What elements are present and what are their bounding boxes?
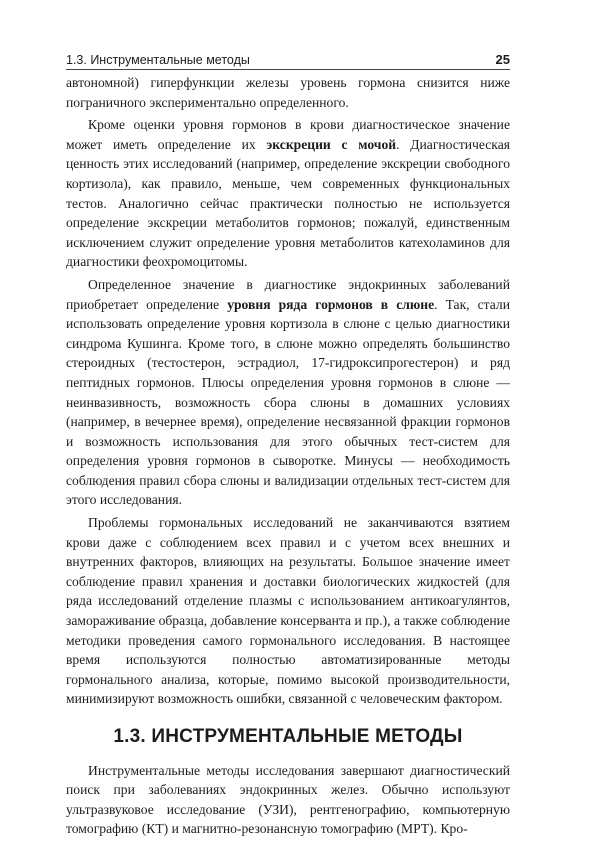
paragraph-urine-excretion [66, 115, 510, 272]
bold-term-saliva-hormones: уровня ряда гормонов в слюне [227, 296, 435, 312]
paragraph-text: Кроме оценки уровня гормонов в крови диагностическое значение может иметь определение их [66, 117, 510, 152]
paragraph-hormone-problems: Проблемы гормональных исследований не заканчиваются взятием крови даже с соблюдением всех правил и с учетом всех внешних и внутренних факторов, влияющих на результаты. Большое значение имеет соблюдение правил хранения и доставки биологических жидкостей (для ряда исследований отделение плазмы с использованием антикоагулянтов, замораживание образца, добавление консерванта и пр.), а также соблюдение методики проведения самого гормонального исследования. В настоящее время используются полностью автоматизированные методы гормонального анализа, которые, помимо высокой производительности, минимизируют возможность ошибки, связанной с человеческим фактором. [66, 515, 510, 707]
paragraph-continued: автономной) гиперфункции железы уровень гормона снизится ниже пограничного экспериментально определенного. [66, 75, 510, 110]
page-number: 25 [495, 52, 510, 67]
page-body [66, 73, 510, 842]
paragraph-text: . Диагностическая ценность этих исследований (например, определение экскреции свободного кортизола), как правило, меньше, чем современных функциональных тестов. Аналогично сейчас практически полностью не используется определение экскреции метаболитов гормонов; пожалуй, единственным исключением служит определение уровня метаболитов катехоламинов для диагностики феохромоцитомы. [66, 136, 510, 270]
running-title: 1.3. Инструментальные методы [66, 53, 250, 67]
paragraph-text: . Так, стали использовать определение уровня кортизола в слюне с целью диагностики синдрома Кушинга. Кроме того, в слюне можно определять большинство стероидных (тестостерон, эстрадиол, 17-гидроксипрогестерон) и ряд пептидных гормонов. Плюсы определения уровня гормонов в слюне — неинвазивность, возможность сбора слюны в домашних условиях (например, в вечернее время), определение несвязанной фракции гормонов и возможность использования для этого обычных тест-систем для определения уровня гормонов в сыворотке. Минусы — необходимость соблюдения правил сбора слюны и валидизации отдельных тест-систем для этого исследования. [66, 296, 510, 508]
bold-term-urine-excretion: экскреции с мочой [266, 136, 397, 152]
paragraph-instrumental-methods: Инструментальные методы исследования завершают диагностический поиск при заболеваниях эндокринных желез. Обычно используют ультразвуковое исследование (УЗИ), рентгенографию, компьютерную томографию (КТ) и магнитно-резонансную томографию (МРТ). Кро- [66, 762, 510, 837]
paragraph-text: Определенное значение в диагностике эндокринных заболеваний приобретает определение [66, 276, 510, 312]
section-heading: 1.3. ИНСТРУМЕНТАЛЬНЫЕ МЕТОДЫ [113, 726, 463, 747]
paragraph-saliva-hormones [66, 275, 510, 510]
running-header [66, 47, 510, 70]
